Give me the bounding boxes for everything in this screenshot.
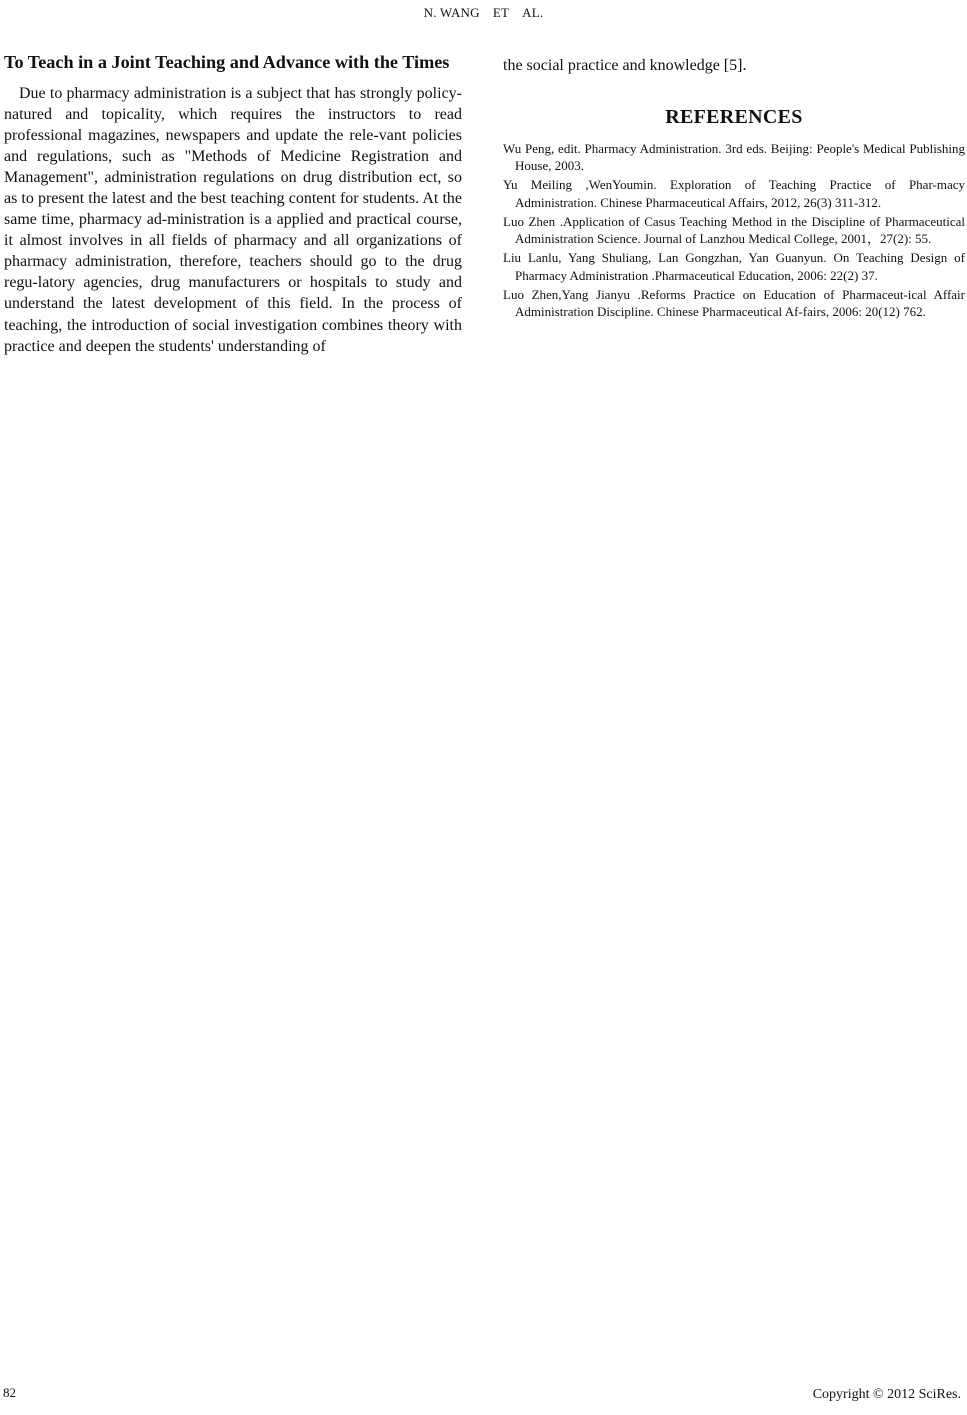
reference-item: Luo Zhen .Application of Casus Teaching Method in the Discipline of Pharmaceutical Administration Science. Journal of Lanzhou Medical College, 2001，27(2): 55.: [503, 213, 965, 247]
reference-item: Liu Lanlu, Yang Shuliang, Lan Gongzhan, Yan Guanyun. On Teaching Design of Pharmacy Administration .Pharmaceutical Education, 2006: 22(2) 37.: [503, 250, 965, 283]
right-column: [503, 55, 965, 322]
body-paragraph: Due to pharmacy administration is a subject that has strongly policy-natured and topicality, which requires the instructors to read professional magazines, newspapers and update the rele-vant policies and regulations, such as "Methods of Medicine Registration and Management", administration regulations on drug distribution ect, so as to present the latest and the best teaching content for students. At the same time, pharmacy ad-ministration is a applied and practical course, it almost involves in all fields of pharmacy and all organizations of pharmacy administration, therefore, teachers should go to the drug regu-latory agencies, drug manufacturers or hospitals to study and understand the latest development of this field. In the process of teaching, the introduction of social investigation combines theory with practice and deepen the students' understanding of: [4, 85, 462, 355]
page-number: 82: [3, 1385, 16, 1400]
references-heading: REFERENCES: [665, 106, 803, 128]
copyright-notice: Copyright © 2012 SciRes.: [812, 1387, 961, 1402]
reference-item: Wu Peng, edit. Pharmacy Administration. 3rd eds. Beijing: People's Medical Publishing House, 2003.: [503, 141, 965, 174]
section-title: To Teach in a Joint Teaching and Advance with the Times: [4, 52, 450, 72]
left-column: [4, 52, 462, 357]
reference-list: [503, 140, 965, 320]
running-header: N. WANG ET AL.: [423, 5, 544, 20]
reference-item: Yu Meiling ,WenYoumin. Exploration of Teaching Practice of Phar-macy Administration. Chinese Pharmaceutical Affairs, 2012, 26(3) 311-312.: [503, 177, 965, 210]
reference-item: Luo Zhen,Yang Jianyu .Reforms Practice on Education of Pharmaceut-ical Affair Administration Discipline. Chinese Pharmaceutical Af-fairs, 2006: 20(12) 762.: [503, 286, 965, 320]
continued-paragraph: the social practice and knowledge [5].: [503, 57, 747, 74]
